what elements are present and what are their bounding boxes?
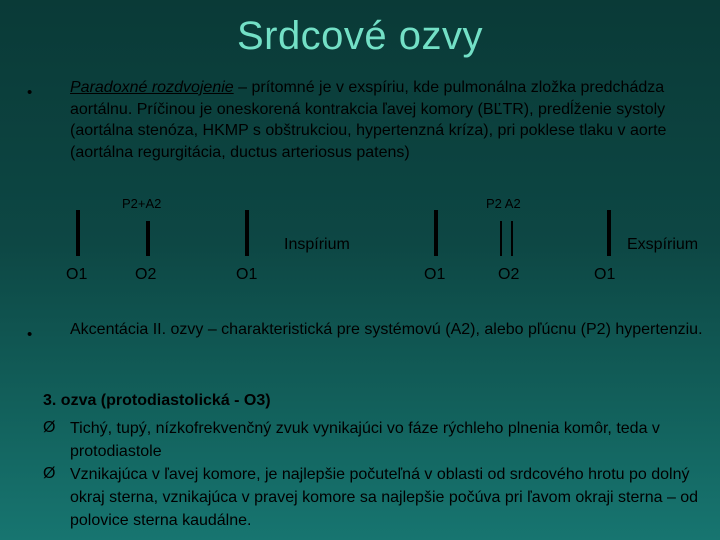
- arrow-bullet-icon: Ø: [43, 465, 56, 482]
- paradox-split-term: Paradoxné rozdvojenie: [70, 79, 234, 96]
- sound-bar-o1-insp-next: [245, 210, 249, 256]
- slide-title: Srdcové ozvy: [236, 14, 484, 58]
- sound-bar-a2-exsp: [511, 221, 513, 256]
- diagram-tick-label: O1: [594, 266, 616, 283]
- diagram-tick-label: O2: [135, 266, 157, 283]
- diagram-tick-label: O2: [498, 266, 520, 283]
- accentuation-paragraph: Akcentácia II. ozvy – charakteristická pre systémovú (A2), alebo pľúcnu (P2) hypertenziu.: [70, 321, 703, 338]
- bullet-marker: •: [27, 84, 33, 101]
- sound-bar-p2-exsp: [500, 221, 502, 256]
- sound-bar-o1-exsp: [434, 210, 438, 256]
- diagram-tick-label: O1: [236, 266, 258, 283]
- sound-bar-o2-insp: [146, 221, 150, 256]
- sound-bar-o1-exsp-next: [607, 210, 611, 256]
- third-sound-item: Tichý, tupý, nízkofrekvenčný zvuk vynikajúci vo fáze rýchleho plnenia komôr, teda v protodiastole: [70, 420, 660, 460]
- diagram-label-p2-a2: P2 A2: [486, 196, 521, 211]
- diagram-tick-label: O1: [424, 266, 446, 283]
- third-sound-heading: 3. ozva (protodiastolická - O3): [43, 392, 271, 409]
- diagram-tick-label: O1: [66, 266, 88, 283]
- sound-bar-o1-insp: [76, 210, 80, 256]
- paradox-split-paragraph: [70, 77, 710, 163]
- paradox-split-text: – prítomné je v exspíriu, kde pulmonálna zložka predchádza aortálnu. Príčinou je oneskorená kontrakcia ľavej komory (BĽTR), predĺženie systoly (aortálna stenóza, HKMP s obštrukciou, hypertenzná kríza), pri poklese tlaku v aorte (aortálna regurgitácia, ductus arteriosus patens): [70, 79, 667, 161]
- arrow-bullet-icon: Ø: [43, 419, 56, 436]
- third-sound-item: Vznikajúca v ľavej komore, je najlepšie počuteľná v oblasti od srdcového hrotu po dolný okraj sterna, vznikajúca v pravej komore sa najlepšie počúva pri ľavom okraji sterna – od polovice sterna kaudálne.: [70, 466, 699, 529]
- diagram-label-p2a2: P2+A2: [122, 196, 162, 211]
- inspirium-label: Inspírium: [284, 236, 350, 253]
- bullet-marker: •: [27, 326, 33, 343]
- exspirium-label: Exspírium: [627, 236, 699, 253]
